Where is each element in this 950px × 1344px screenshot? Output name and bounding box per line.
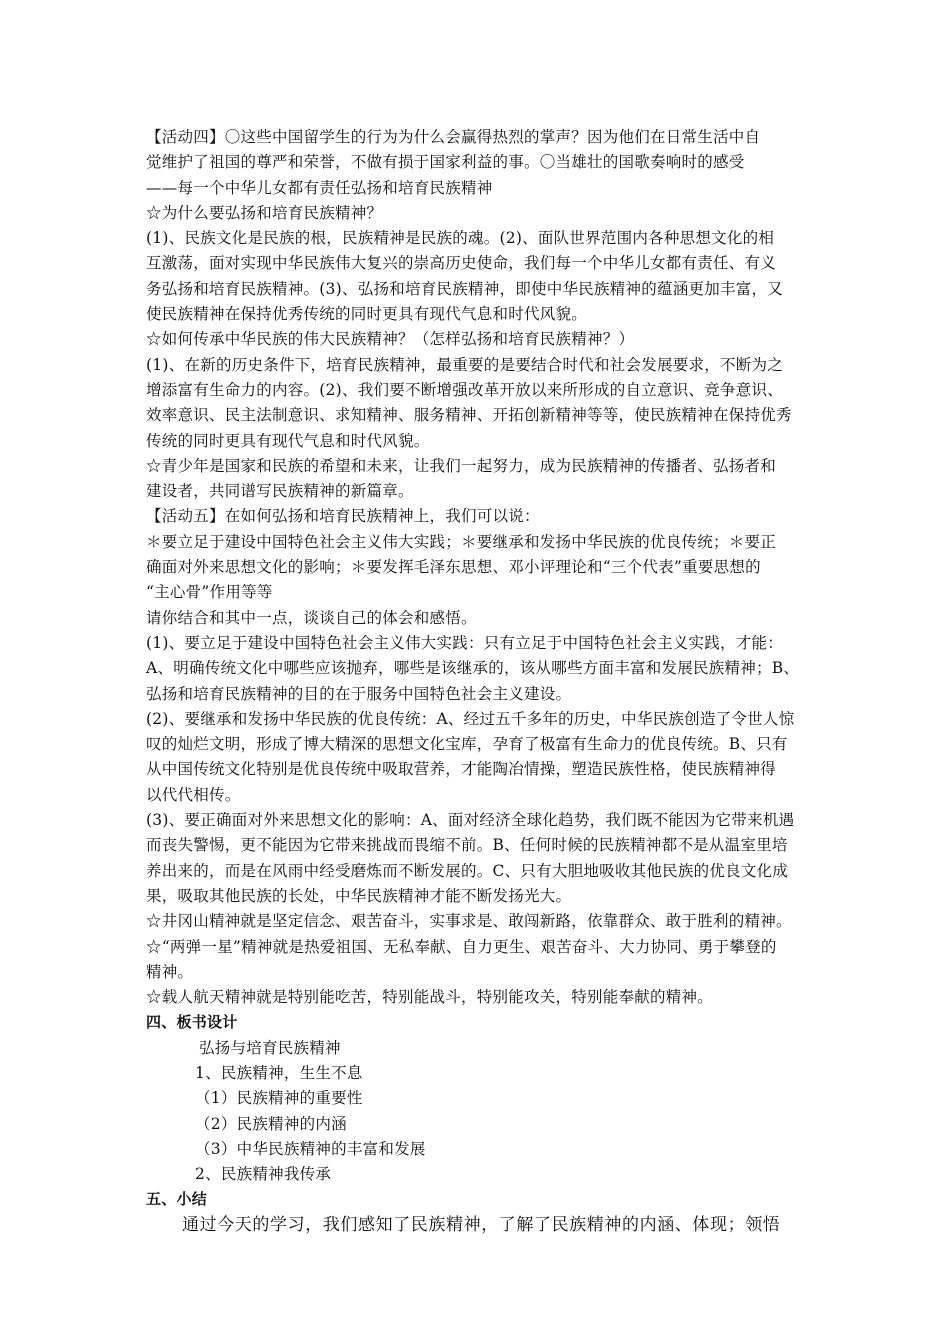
- text-line: 互激荡，面对实现中华民族伟大复兴的崇高历史使命，我们每一个中华儿女都有责任、有义: [146, 254, 777, 273]
- document-page: [146, 125, 812, 1238]
- text-line: “主心骨”作用等等: [146, 583, 273, 602]
- text-line: 传统的同时更具有现代气息和时代风貌。: [146, 431, 430, 450]
- board-subitem: （1）民族精神的重要性: [195, 1089, 363, 1108]
- text-line: 效率意识、民主法制意识、求知精神、服务精神、开拓创新精神等等，使民族精神在保持优秀: [146, 406, 792, 425]
- body-text: [146, 125, 812, 1010]
- text-line: 使民族精神在保持优秀传统的同时更具有现代气息和时代风貌。: [146, 305, 588, 324]
- text-line: A、明确传统文化中哪些应该抛弃，哪些是该继承的，该从哪些方面丰富和发展民族精神；B、: [146, 659, 800, 678]
- text-line: 请你结合和其中一点，谈谈自己的体会和感悟。: [146, 608, 477, 627]
- text-line: 建设者，共同谱写民族精神的新篇章。: [146, 482, 414, 501]
- text-line: ☆青少年是国家和民族的希望和未来，让我们一起努力，成为民族精神的传播者、弘扬者和: [146, 456, 777, 475]
- text-line: 果，吸取其他民族的长处，中华民族精神才能不断发扬光大。: [146, 886, 572, 905]
- text-line: 增添富有生命力的内容。(2)、我们要不断增强改革开放以来所形成的自立意识、竞争意识、: [146, 380, 783, 399]
- section-heading-summary: 五、小结: [146, 1190, 208, 1209]
- board-outline: [146, 1036, 812, 1188]
- summary-text: 通过今天的学习，我们感知了民族精神，了解了民族精神的内涵、体现；领悟: [182, 1214, 781, 1235]
- text-line: 养出来的，而是在风雨中经受磨炼而不断发展的。C、只有大胆地吸收其他民族的优良文化成: [146, 861, 789, 880]
- board-subitem: （2）民族精神的内涵: [195, 1114, 347, 1133]
- text-line: 觉维护了祖国的尊严和荣誉，不做有损于国家利益的事。〇当雄壮的国歌奏响时的感受: [146, 153, 745, 172]
- board-title: 弘扬与培育民族精神: [199, 1038, 341, 1057]
- text-line: ☆为什么要弘扬和培育民族精神？: [146, 203, 383, 222]
- text-line: 【活动四】〇这些中国留学生的行为为什么会赢得热烈的掌声？因为他们在日常生活中自: [146, 128, 761, 146]
- text-line: ☆“两弹一星”精神就是热爱祖国、无私奉献、自力更生、艰苦奋斗、大力协同、勇于攀登的: [146, 937, 777, 956]
- text-line: 以代代相传。: [146, 785, 241, 804]
- board-subitem: （3）中华民族精神的丰富和发展: [195, 1139, 426, 1158]
- text-line: 【活动五】在如何弘扬和培育民族精神上，我们可以说：: [146, 507, 540, 526]
- section-heading-board-design: 四、板书设计: [146, 1013, 238, 1032]
- text-line: ——每一个中华儿女都有责任弘扬和培育民族精神: [146, 178, 493, 197]
- text-line: ☆井冈山精神就是坚定信念、艰苦奋斗，实事求是、敢闯新路，依靠群众、敢于胜利的精神。: [146, 912, 792, 931]
- text-line: 叹的灿烂文明，形成了博大精深的思想文化宝库，孕育了极富有生命力的优良传统。B、只有: [146, 735, 788, 754]
- text-line: 精神。: [146, 962, 194, 981]
- text-line: ＊要立足于建设中国特色社会主义伟大实践；＊要继承和发扬中华民族的优良传统；＊要正: [146, 532, 777, 551]
- text-line: (1)、民族文化是民族的根，民族精神是民族的魂。(2)、面队世界范围内各种思想文化的相: [146, 229, 775, 248]
- text-line: ☆载人航天精神就是特别能吃苦，特别能战斗，特别能攻关，特别能奉献的精神。: [146, 988, 714, 1007]
- board-item: 1、民族精神，生生不息: [195, 1063, 363, 1082]
- text-line: 务弘扬和培育民族精神。(3)、弘扬和培育民族精神，即使中华民族精神的蕴涵更加丰富，又: [146, 279, 783, 298]
- text-line: (2)、要继承和发扬中华民族的优良传统：A、经过五千多年的历史，中华民族创造了令世人惊: [146, 709, 795, 728]
- text-line: (1)、在新的历史条件下，培育民族精神，最重要的是要结合时代和社会发展要求，不断为之: [146, 355, 783, 374]
- text-line: (3)、要正确面对外来思想文化的影响：A、面对经济全球化趋势，我们既不能因为它带来机遇: [146, 811, 795, 830]
- board-item: 2、民族精神我传承: [195, 1165, 332, 1184]
- text-line: 弘扬和培育民族精神的目的在于服务中国特色社会主义建设。: [146, 684, 572, 703]
- text-line: (1)、要立足于建设中国特色社会主义伟大实践：只有立足于中国特色社会主义实践，才能：: [146, 633, 783, 652]
- text-line: 而丧失警惕，更不能因为它带来挑战而畏缩不前。B、任何时候的民族精神都不是从温室里培: [146, 836, 788, 855]
- text-line: 确面对外来思想文化的影响；＊要发挥毛泽东思想、邓小评理论和“三个代表”重要思想的: [146, 558, 761, 577]
- text-line: 从中国传统文化特别是优良传统中吸取营养，才能陶冶情操，塑造民族性格，使民族精神得: [146, 760, 777, 779]
- text-line: ☆如何传承中华民族的伟大民族精神？（怎样弘扬和培育民族精神？）: [146, 330, 635, 349]
